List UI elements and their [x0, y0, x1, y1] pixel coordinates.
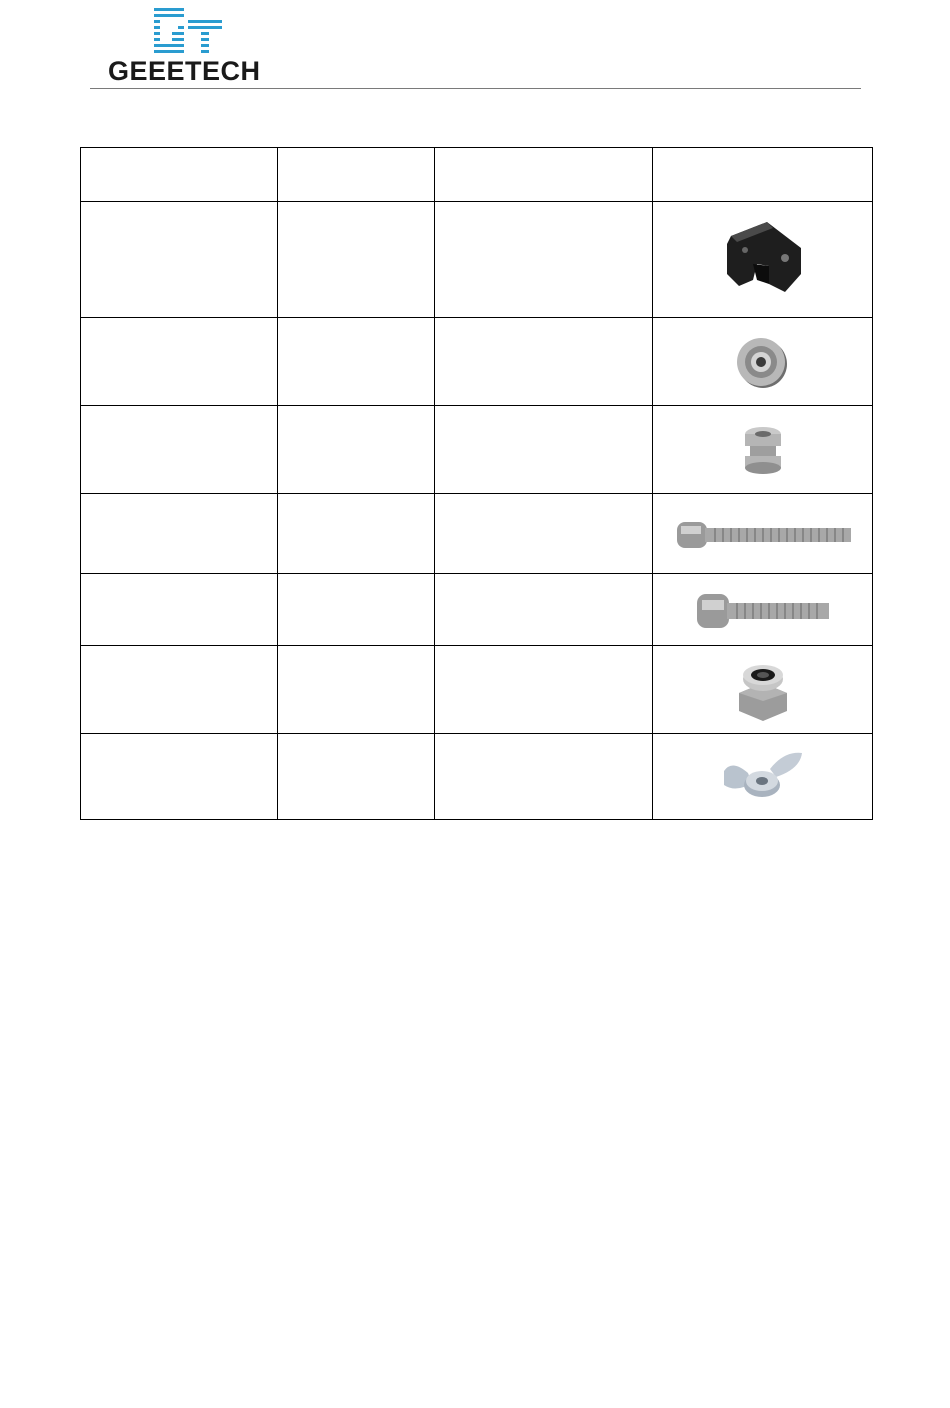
geeetech-logo: [108, 6, 270, 86]
header-divider: [90, 88, 861, 89]
part-image-cell: [653, 646, 873, 734]
table-header-row: [81, 148, 873, 202]
table-cell: [278, 494, 435, 574]
logo-mark-icon: [108, 6, 270, 56]
table-row: [81, 646, 873, 734]
table-cell: [278, 202, 435, 318]
table-row: [81, 202, 873, 318]
part-image-cell: [653, 318, 873, 406]
table-row: [81, 574, 873, 646]
logo-text: GEEETECH: [108, 56, 261, 86]
part-image-cell: [653, 734, 873, 820]
header-cell: [278, 148, 435, 202]
table-cell: [278, 734, 435, 820]
table-cell: [81, 574, 278, 646]
table-cell: [81, 406, 278, 494]
table-cell: [435, 494, 653, 574]
table-cell: [435, 406, 653, 494]
table-row: [81, 318, 873, 406]
part-image-cell: [653, 494, 873, 574]
table-cell: [81, 646, 278, 734]
table-cell: [435, 318, 653, 406]
parts-table: [80, 147, 873, 820]
table-cell: [81, 202, 278, 318]
part-image-cell: [653, 406, 873, 494]
header-cell: [435, 148, 653, 202]
table-row: [81, 494, 873, 574]
table-cell: [435, 202, 653, 318]
table-cell: [278, 406, 435, 494]
wing-nut-icon: [718, 749, 808, 805]
part-image-cell: [653, 574, 873, 646]
table-row: [81, 406, 873, 494]
table-cell: [278, 574, 435, 646]
ball-bearing-icon: [733, 332, 793, 392]
aluminum-spacer-icon: [740, 424, 786, 476]
part-image-cell: [653, 202, 873, 318]
table-cell: [435, 574, 653, 646]
table-cell: [81, 734, 278, 820]
table-cell: [81, 318, 278, 406]
short-socket-screw-icon: [693, 586, 833, 634]
table-row: [81, 734, 873, 820]
page-header: [0, 0, 950, 92]
header-cell: [81, 148, 278, 202]
table-cell: [81, 494, 278, 574]
header-cell: [653, 148, 873, 202]
long-socket-screw-icon: [671, 514, 855, 554]
lock-nut-icon: [731, 657, 795, 723]
clevis-bracket-icon: [713, 214, 813, 306]
table-cell: [278, 646, 435, 734]
table-cell: [435, 646, 653, 734]
table-cell: [278, 318, 435, 406]
table-cell: [435, 734, 653, 820]
